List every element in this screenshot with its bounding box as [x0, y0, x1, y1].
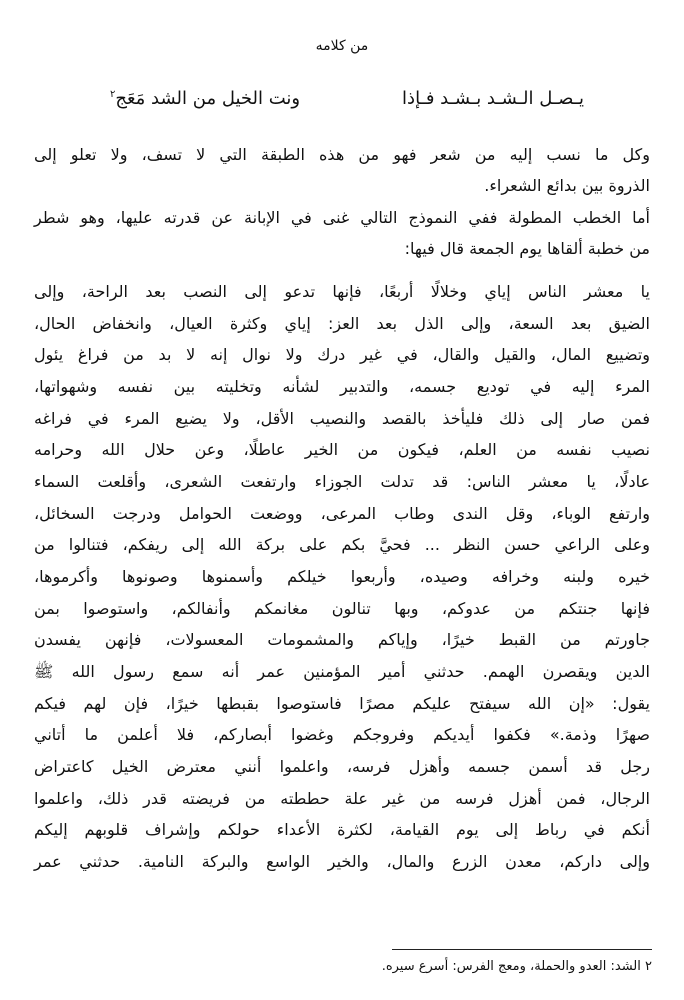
verse-second-hemistich — [110, 84, 300, 114]
text-line: الذروة بين بدائع الشعراء. — [484, 176, 650, 195]
text-line: الرجال، فمن أهزل فرسه من غير علة حططته من فريضته قدر ذلك، واعلموا — [34, 788, 650, 808]
text-line: من خطبة ألقاها يوم الجمعة قال فيها: — [404, 239, 650, 258]
text-line: وكل ما نسب إليه من شعر فهو من هذه الطبقة التي لا تسف، ولا تعلو إلى — [34, 145, 650, 164]
text-line: وارتفع الوباء، وقل الندى وطاب المرعى، ووضعت الحوامل ودرجت السخائل، — [34, 503, 650, 523]
poetry-verse — [110, 84, 584, 114]
text-line: وعلى الراعي حسن النظر ... فحيَّ بكم على بركة الله إلى ريفكم، فتنالوا من — [34, 535, 650, 555]
text-line: جاورتم من القبط خيرًا، وإياكم والمشمومات المعسولات، فإنهن يفسدن — [34, 630, 650, 650]
text-line: الدين ويقصرن الهمم. حدثني أمير المؤمنين عمر أنه سمع رسول الله ﷺ — [34, 662, 650, 682]
text-line: خيره ولبنه وخرافه وصيده، وأربعوا خيلكم وأسمنوها وصونوها وأكرموها، — [34, 567, 650, 587]
footnote: ٢ الشد: العدو والحملة، ومعج الفرس: أسرع سيره. — [381, 959, 652, 974]
text-line: صهرًا وذمة.» فكفوا أيديكم وفروجكم وغضوا أبصاركم، فلا أعلمن ما أتاني — [34, 725, 650, 745]
footnote-divider — [392, 949, 652, 950]
text-line: رجل قد أسمن جسمه وأهزل فرسه، واعلموا أنني معترض الخيل كاعتراض — [34, 757, 650, 777]
text-line: وإلى داركم، معدن الزرع والمال، والخير الواسع والبركة النامية. حدثني عمر — [34, 852, 650, 872]
footnote-reference: ٢ — [110, 89, 116, 100]
text-line: المرء إليه في توديع جسمه، والتدبير لشأنه وتخليته بين نفسه وشهواتها، — [34, 377, 650, 396]
verse-first-hemistich: يـصـل الـشـد بـشـد فـإذا — [402, 88, 584, 109]
verse-second-hemistich-text: ونت الخيل من الشد مَعَج — [115, 88, 301, 109]
text-line: الضيق بعد السعة، وإلى الذل بعد العز: إياي وكثرة العيال، وانخفاض الحال، — [34, 313, 650, 333]
text-line: يا معشر الناس إياي وخلالًا أربعًا، فإنها تدعو إلى النصب بعد الراحة، وإلى — [34, 282, 650, 301]
text-line: فإنها جنتكم من عدوكم، وبها تنالون مغانمكم وأنفالكم، واستوصوا بمن — [34, 598, 650, 618]
text-line: أما الخطب المطولة ففي النموذج التالي غنى في الإبانة عن قدرته عليها، وهو شطر — [34, 208, 650, 227]
text-line: يقول: «إن الله سيفتح عليكم مصرًا فاستوصوا بقبطها خيرًا، فإن لهم فيكم — [34, 693, 650, 713]
text-line: أنكم في رباط إلى يوم القيامة، لكثرة الأعداء حولكم وإشراف قلوبهم إليكم — [34, 820, 650, 840]
text-line: وتضييع المال، والقيل والقال، في غير درك ولا نوال إنه لا بد من فراغ يئول — [34, 345, 650, 365]
page-header: من كلامه — [315, 38, 369, 54]
text-line: نصيب نفسه من العلم، فيكون من الخير عاطلًا، وعن حلال الله وحرامه — [34, 440, 650, 460]
text-line: عادلًا، يا معشر الناس: قد تدلت الجوزاء وارتفعت الشعرى، وأقلعت السماء — [34, 472, 650, 492]
text-line: فمن صار إلى ذلك فليأخذ بالقصد والنصيب الأقل، ولا يضيع المرء في فراغه — [34, 408, 650, 428]
